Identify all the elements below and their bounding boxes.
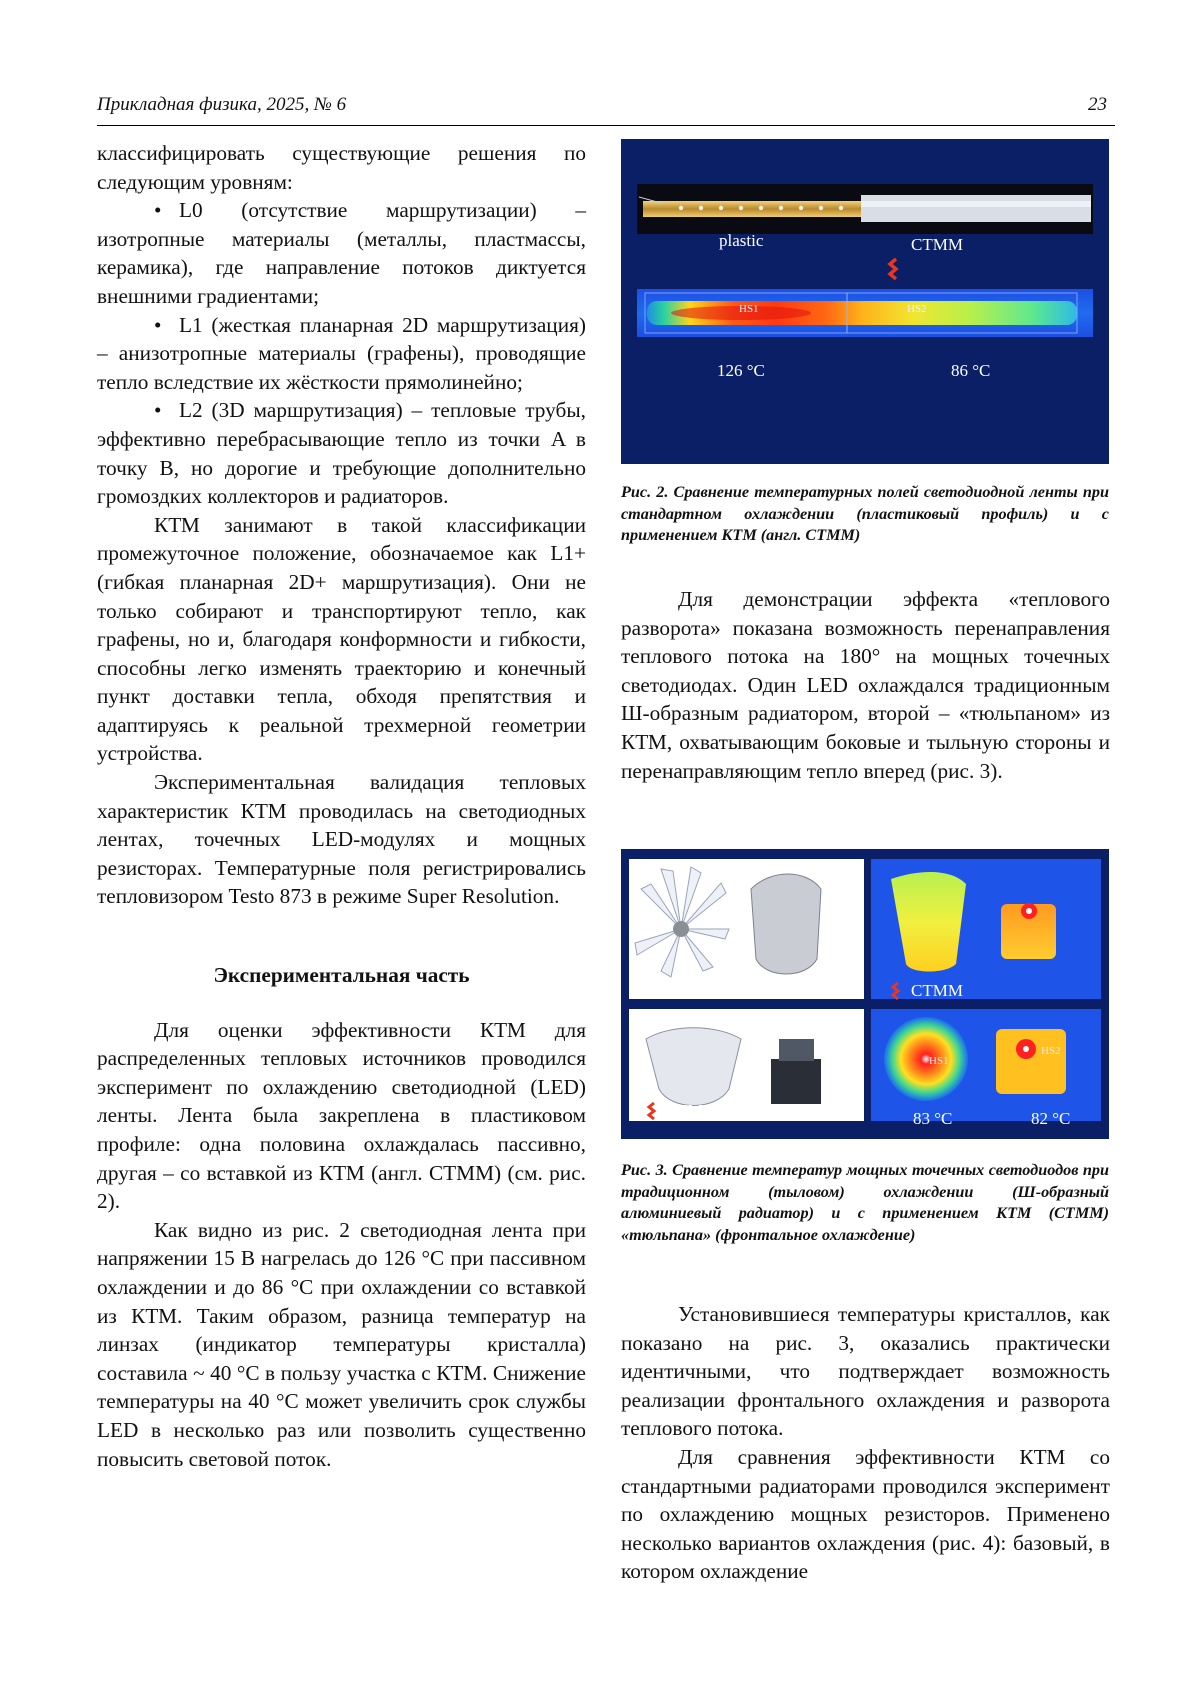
header-rule bbox=[97, 125, 1115, 126]
thermal-tulip-front bbox=[884, 1017, 968, 1101]
plastic-profile-strip bbox=[643, 201, 868, 217]
left-column bbox=[97, 139, 586, 1473]
paragraph-ktm-classification: КТМ занимают в такой классификации промежуточное положение, обозначаемое как L1+ (гибкая планарная 2D+ маршрутизация). Они не только собирают и транспортируют тепло, как графены, но и, благодаря конформности и гибкости, способны легко изменять траекторию и конечный пункт доставки тепла, обходя препятствия и адаптируясь к реальной трехмерной геометрии устройства. bbox=[97, 512, 586, 766]
label-hs2: HS2 bbox=[907, 303, 927, 315]
temp-tulip: 83 °C bbox=[913, 1109, 953, 1128]
right-column-lower bbox=[621, 1300, 1110, 1586]
temp-radiator: 82 °C bbox=[1031, 1109, 1071, 1128]
label-hs1: HS1 bbox=[929, 1055, 949, 1067]
journal-title: Прикладная физика, 2025, № 6 bbox=[97, 94, 347, 115]
label-ctmm: CTMM bbox=[911, 235, 963, 254]
page-number: 23 bbox=[1088, 94, 1107, 115]
label-hs1: HS1 bbox=[739, 303, 759, 315]
label-power: 6,5V 1,6a bbox=[769, 1104, 824, 1119]
bullet-l1: • L1 (жесткая планарная 2D маршрутизация) – анизотропные материалы (графены), проводящие тепло вследствие их жёсткости прямолинейно; bbox=[97, 311, 586, 397]
figure-3-caption: Рис. 3. Сравнение температур мощных точечных светодиодов при традиционном (тыловом) охлаждении (Ш-образный алюминиевый радиатор) и с применением КТМ (CTMM) «тюльпана» (фронтальное охлаждение) bbox=[621, 1161, 1109, 1244]
paragraph-led-strip-experiment: Для оценки эффективности КТМ для распределенных тепловых источников проводился эксперимент по охлаждению светодиодной (LED) ленты. Лента была закреплена в пластиковом профиле: одна половина охлаждалась пассивно, другая – со вставкой из КТМ (англ. CTMM) (см. рис. 2). bbox=[97, 1017, 586, 1214]
paragraph-led-strip-results: Как видно из рис. 2 светодиодная лента при напряжении 15 В нагрелась до 126 °C при пассивном охлаждении и до 86 °C при охлаждении со вставкой из КТМ. Таким образом, разница температур на линзах (индикатор температуры кристалла) составила ~ 40 °C в пользу участка с КТМ. Снижение температуры на 40 °C может увеличить срок службы LED в несколько раз или позволить существенно повысить световой поток. bbox=[97, 1217, 586, 1471]
figure-3-image bbox=[621, 849, 1109, 1139]
ctmm-wrapped-strip bbox=[861, 195, 1091, 222]
label-plastic: plastic bbox=[719, 231, 764, 250]
paragraph-validation: Экспериментальная валидация тепловых характеристик КТМ проводилась на светодиодных лентах, точечных LED-модулях и мощных резисторах. Температурные поля регистрировались тепловизором Testo 873 в режиме Super Resolution. bbox=[97, 770, 586, 909]
bullet-l2: • L2 (3D маршрутизация) – тепловые трубы, эффективно перебрасывающие тепло из точки A в точку B, но дорогие и требующие дополнительно громоздких коллекторов и радиаторов. bbox=[97, 396, 586, 510]
tulip-folded-photo bbox=[751, 874, 821, 974]
paragraph-resistor-experiment: Для сравнения эффективности КТМ со стандартными радиаторами проводился эксперимент по охлаждению мощных резисторов. Применено несколько вариантов охлаждения (рис. 4): базовый, в котором охлаждение bbox=[621, 1444, 1110, 1584]
right-column-upper bbox=[621, 585, 1110, 785]
thermal-radiator-front bbox=[996, 1029, 1066, 1094]
temp-ctmm: 86 °C bbox=[951, 361, 991, 380]
sh-radiator-photo bbox=[771, 1059, 821, 1104]
temp-plastic: 126 °C bbox=[717, 361, 765, 380]
figure-2-graphics bbox=[621, 139, 1109, 464]
section-heading: Экспериментальная часть bbox=[213, 963, 470, 988]
running-header bbox=[97, 94, 1115, 116]
bullet-l0: • L0 (отсутствие маршрутизации) – изотропные материалы (металлы, пластмассы, керамика), где направление потоков диктуется внешними градиентами; bbox=[97, 196, 586, 310]
label-hs2: HS2 bbox=[1041, 1045, 1061, 1057]
figure-3-graphics bbox=[621, 849, 1109, 1139]
figure-2-image bbox=[621, 139, 1109, 464]
label-ctmm-top: CTMM bbox=[911, 981, 963, 1000]
paragraph-steady-temperatures: Установившиеся температуры кристаллов, как показано на рис. 3, оказались практически идентичными, что подтверждает возможность реализации фронтального охлаждения и разворота теплового потока. bbox=[621, 1302, 1110, 1441]
paragraph-intro: классифицировать существующие решения по следующим уровням: bbox=[97, 141, 586, 194]
label-ctmm-bottom: CTMM bbox=[666, 1101, 718, 1120]
ctmm-logo-icon bbox=[890, 259, 896, 279]
led-chip-icon bbox=[673, 921, 689, 937]
figure-2-caption: Рис. 2. Сравнение температурных полей светодиодной ленты при стандартном охлаждении (пластиковый профиль) и с применением КТМ (англ. CTMM) bbox=[621, 483, 1109, 544]
paragraph-thermal-reversal: Для демонстрации эффекта «теплового разворота» показана возможность перенаправления теплового потока на 180° на мощных точечных светодиодах. Один LED охлаждался традиционным Ш-образным радиатором, второй – «тюльпаном» из КТМ, охватывающим боковые и тыльную стороны и перенаправляющим тепло вперед (рис. 3). bbox=[621, 587, 1110, 783]
